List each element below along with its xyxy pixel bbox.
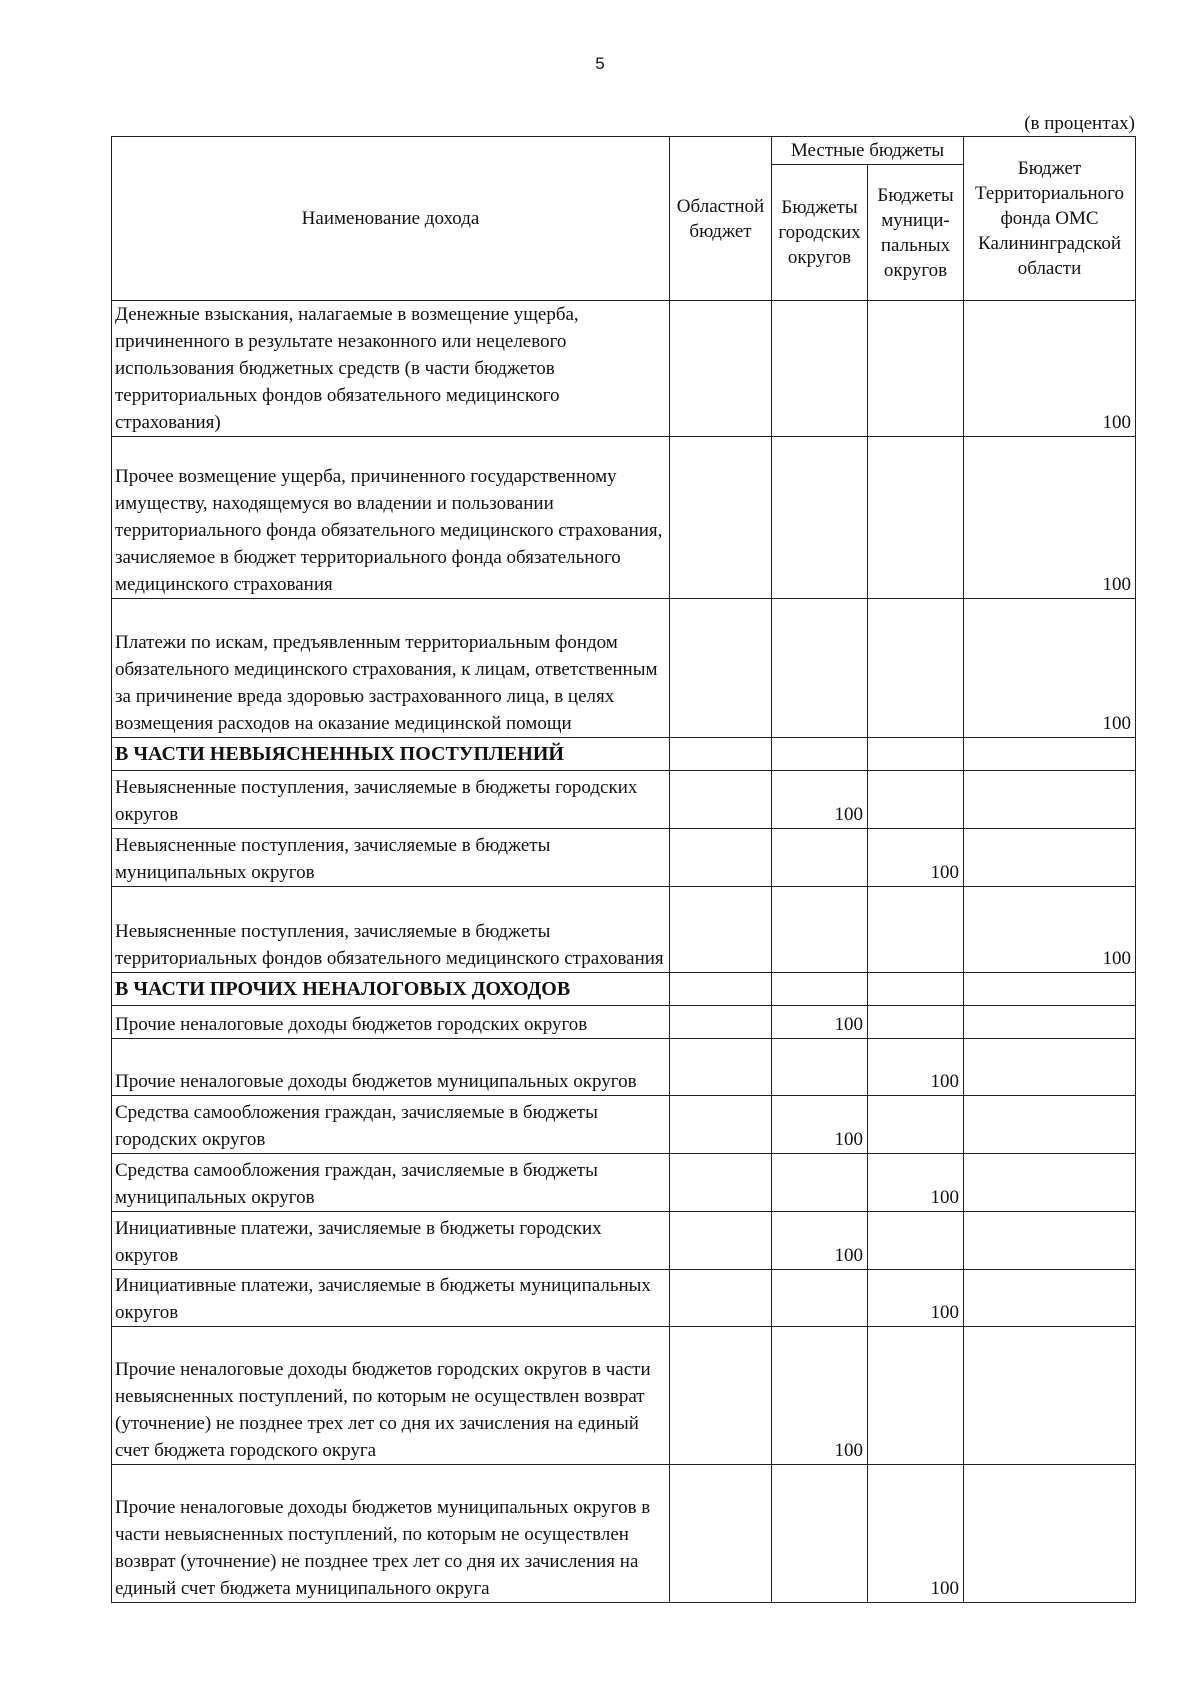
municipal-cell — [868, 887, 964, 973]
oms-cell — [964, 1327, 1136, 1465]
page-number: 5 — [595, 54, 605, 73]
municipal-cell — [868, 1212, 964, 1270]
regional-cell — [670, 771, 772, 829]
oms-cell — [964, 1270, 1136, 1327]
income-name-cell: Инициативные платежи, зачисляемые в бюджеты муниципальных округов — [112, 1270, 670, 1327]
city-cell — [772, 301, 868, 437]
header-regional-budget: Областной бюджет — [670, 137, 772, 301]
municipal-cell — [868, 599, 964, 738]
city-cell — [772, 1270, 868, 1327]
income-name-cell: Денежные взыскания, налагаемые в возмещение ущерба, причиненного в результате незаконного или нецелевого использования бюджетных средств (в части бюджетов территориальных фондов обязательного медицинского страхования) — [112, 301, 670, 437]
oms-cell: 100 — [964, 301, 1136, 437]
table-body — [112, 301, 1136, 1603]
oms-cell — [964, 829, 1136, 887]
unit-note: (в процентах) — [1024, 113, 1135, 134]
city-cell: 100 — [772, 1327, 868, 1465]
income-name-cell: Прочие неналоговые доходы бюджетов городских округов — [112, 1006, 670, 1039]
table-row — [112, 771, 1136, 829]
oms-cell — [964, 1006, 1136, 1039]
city-cell: 100 — [772, 1096, 868, 1154]
oms-cell — [964, 771, 1136, 829]
city-cell: 100 — [772, 1212, 868, 1270]
municipal-cell: 100 — [868, 1270, 964, 1327]
city-cell — [772, 437, 868, 599]
municipal-cell — [868, 1006, 964, 1039]
municipal-cell: 100 — [868, 1039, 964, 1096]
table-row — [112, 1096, 1136, 1154]
income-name-cell: Инициативные платежи, зачисляемые в бюджеты городских округов — [112, 1212, 670, 1270]
regional-cell — [670, 1039, 772, 1096]
municipal-cell: 100 — [868, 1154, 964, 1212]
oms-cell: 100 — [964, 887, 1136, 973]
section-title: В ЧАСТИ ПРОЧИХ НЕНАЛОГОВЫХ ДОХОДОВ — [112, 973, 670, 1006]
income-name-cell: Средства самообложения граждан, зачисляемые в бюджеты муниципальных округов — [112, 1154, 670, 1212]
table-row — [112, 599, 1136, 738]
regional-cell — [670, 1154, 772, 1212]
table-row — [112, 1039, 1136, 1096]
municipal-cell — [868, 437, 964, 599]
city-cell — [772, 599, 868, 738]
income-name-cell: Невыясненные поступления, зачисляемые в бюджеты территориальных фондов обязательного медицинского страхования — [112, 887, 670, 973]
income-name-cell: Прочие неналоговые доходы бюджетов муниципальных округов в части невыясненных поступлений, по которым не осуществлен возврат (уточнение) не позднее трех лет со дня их зачисления на единый счет бюджета муниципального округа — [112, 1465, 670, 1603]
regional-cell — [670, 1270, 772, 1327]
income-name-cell: Невыясненные поступления, зачисляемые в бюджеты городских округов — [112, 771, 670, 829]
regional-cell — [670, 887, 772, 973]
oms-cell: 100 — [964, 437, 1136, 599]
oms-cell — [964, 1096, 1136, 1154]
regional-cell — [670, 599, 772, 738]
section-title: В ЧАСТИ НЕВЫЯСНЕННЫХ ПОСТУПЛЕНИЙ — [112, 738, 670, 771]
city-cell: 100 — [772, 1006, 868, 1039]
header-row-1 — [112, 137, 1136, 165]
income-name-cell: Прочие неналоговые доходы бюджетов муниципальных округов — [112, 1039, 670, 1096]
regional-cell — [670, 829, 772, 887]
table-row — [112, 1212, 1136, 1270]
municipal-cell: 100 — [868, 829, 964, 887]
income-distribution-table — [111, 136, 1136, 1603]
income-name-cell: Средства самообложения граждан, зачисляемые в бюджеты городских округов — [112, 1096, 670, 1154]
city-cell — [772, 829, 868, 887]
income-name-cell: Невыясненные поступления, зачисляемые в бюджеты муниципальных округов — [112, 829, 670, 887]
header-municipal-districts: Бюджеты муници-пальных округов — [868, 165, 964, 301]
table-row — [112, 301, 1136, 437]
section-row — [112, 738, 1136, 771]
regional-cell — [670, 1327, 772, 1465]
table-row — [112, 1270, 1136, 1327]
oms-cell — [964, 1039, 1136, 1096]
regional-cell — [670, 1096, 772, 1154]
regional-cell — [670, 1465, 772, 1603]
municipal-cell — [868, 1096, 964, 1154]
oms-cell — [964, 1212, 1136, 1270]
table-row — [112, 1465, 1136, 1603]
city-cell — [772, 1039, 868, 1096]
oms-cell: 100 — [964, 599, 1136, 738]
oms-cell — [964, 1154, 1136, 1212]
municipal-cell — [868, 771, 964, 829]
municipal-cell — [868, 301, 964, 437]
oms-cell — [964, 1465, 1136, 1603]
city-cell — [772, 887, 868, 973]
regional-cell — [670, 1006, 772, 1039]
table-row — [112, 1006, 1136, 1039]
income-name-cell: Прочие неналоговые доходы бюджетов городских округов в части невыясненных поступлений, по которым не осуществлен возврат (уточнение) не позднее трех лет со дня их зачисления на единый счет бюджета городского округа — [112, 1327, 670, 1465]
table-row — [112, 1154, 1136, 1212]
city-cell — [772, 1465, 868, 1603]
regional-cell — [670, 301, 772, 437]
regional-cell — [670, 437, 772, 599]
header-income-name: Наименование дохода — [112, 137, 670, 301]
table-row — [112, 887, 1136, 973]
header-local-budgets: Местные бюджеты — [772, 137, 964, 165]
municipal-cell: 100 — [868, 1465, 964, 1603]
income-name-cell: Прочее возмещение ущерба, причиненного государственному имуществу, находящемуся во владении и пользовании территориального фонда обязательного медицинского страхования, зачисляемое в бюджет территориального фонда обязательного медицинского страхования — [112, 437, 670, 599]
table-row — [112, 1327, 1136, 1465]
header-city-districts: Бюджеты городских округов — [772, 165, 868, 301]
table-header — [112, 137, 1136, 301]
table-row — [112, 437, 1136, 599]
income-name-cell: Платежи по искам, предъявленным территориальным фондом обязательного медицинского страхования, к лицам, ответственным за причинение вреда здоровью застрахованного лица, в целях возмещения расходов на оказание медицинской помощи — [112, 599, 670, 738]
regional-cell — [670, 1212, 772, 1270]
table-row — [112, 829, 1136, 887]
section-row — [112, 973, 1136, 1006]
city-cell: 100 — [772, 771, 868, 829]
city-cell — [772, 1154, 868, 1212]
municipal-cell — [868, 1327, 964, 1465]
header-oms-budget: Бюджет Территориального фонда ОМС Калининградской области — [964, 137, 1136, 301]
